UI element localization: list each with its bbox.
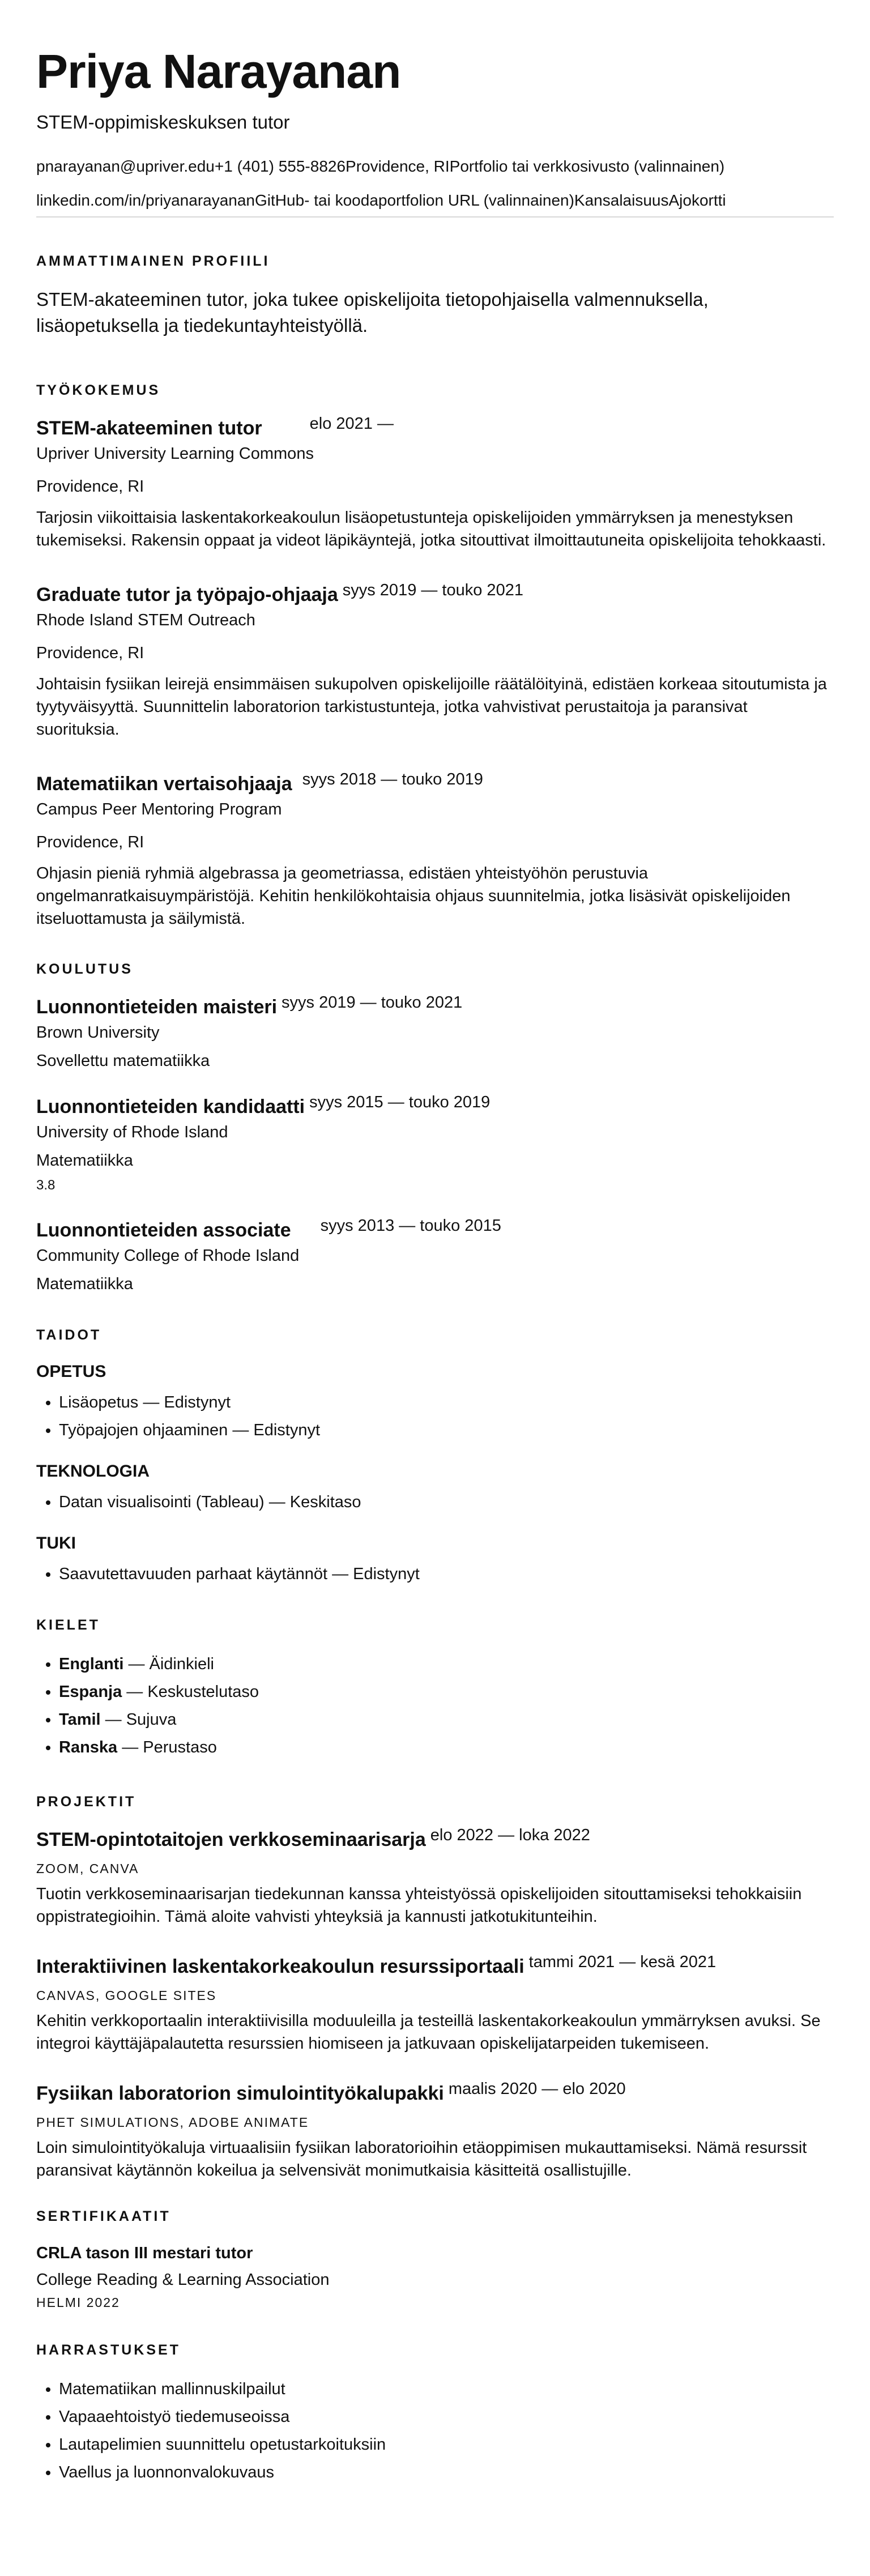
language-item	[59, 1706, 834, 1734]
skill-item: • Lisäopetus — Edistynyt	[59, 1389, 834, 1417]
profile-text: STEM-akateeminen tutor, joka tukee opiskelijoita tietopohjaisella valmennuksella, lisäopetuksella ja tiedekuntayhteistyöllä.	[36, 289, 709, 336]
section-heading: KOULUTUS	[36, 961, 133, 977]
language-name: Tamil	[59, 1711, 101, 1729]
degree-field: Sovellettu matematiikka	[36, 1052, 210, 1070]
job-date: syys 2018 — touko 2019	[302, 770, 483, 788]
degree-gpa: 3.8	[36, 1178, 56, 1193]
language-level: — Äidinkieli	[128, 1655, 214, 1673]
project-description: Loin simulointityökaluja virtuaalisiin fysiikan laboratorioihin etäoppimisen mukauttamiseksi. Nämä resurssit paransivat käytännön kokeilua ja selvensivät monimutkaisia käsitteitä osallistujille.	[36, 2139, 807, 2180]
skills-section	[36, 1327, 834, 1588]
experience-entry	[36, 771, 834, 930]
project-tools: CANVAS, GOOGLE SITES	[36, 1988, 217, 2003]
project-tools: ZOOM, CANVA	[36, 1861, 139, 1876]
project-title: Fysiikan laboratorion simulointityökalupakki	[36, 2083, 444, 2104]
degree-date: syys 2019 — touko 2021	[282, 993, 463, 1012]
section-heading: TYÖKOKEMUS	[36, 382, 161, 398]
skill-category-name: OPETUS	[36, 1362, 106, 1381]
project-entry	[36, 1954, 834, 2055]
skill-category	[36, 1360, 834, 1444]
project-entry	[36, 1827, 834, 1928]
candidate-title: STEM-oppimiskeskuksen tutor	[36, 112, 290, 133]
job-org: Upriver University Learning Commons	[36, 445, 314, 463]
project-description: Kehitin verkkoportaalin interaktiivisilla moduuleilla ja testeillä laskentakorkeakoulun ymmärryksen avuksi. Se integroi käyttäjäpalautetta resurssien hiomiseen ja jatkuvaan opiskelijatarpeiden tukemiseen.	[36, 2012, 821, 2053]
experience-entry	[36, 416, 834, 552]
section-heading: HARRASTUKSET	[36, 2342, 181, 2358]
job-location: Providence, RI	[36, 644, 144, 662]
experience-entry	[36, 582, 834, 741]
experience-section	[36, 382, 834, 930]
job-title: STEM-akateeminen tutor	[36, 417, 262, 439]
project-title: STEM-opintotaitojen verkkoseminaarisarja	[36, 1829, 426, 1850]
school-name: Community College of Rhode Island	[36, 1247, 300, 1265]
language-level: — Keskustelutaso	[126, 1683, 259, 1701]
cert-date: HELMI 2022	[36, 2295, 120, 2310]
candidate-name: Priya Narayanan	[36, 45, 401, 98]
section-heading: AMMATTIMAINEN PROFIILI	[36, 253, 270, 269]
skill-category-name: TUKI	[36, 1534, 76, 1553]
education-entry	[36, 1094, 834, 1195]
cert-title: CRLA tason III mestari tutor	[36, 2244, 253, 2262]
degree-date: syys 2015 — touko 2019	[309, 1093, 491, 1111]
hobby-item: • Lautapelimien suunnittelu opetustarkoituksiin	[59, 2431, 834, 2459]
hobbies-section	[36, 2342, 834, 2487]
job-date: syys 2019 — touko 2021	[342, 581, 523, 599]
project-description: Tuotin verkkoseminaarisarjan tiedekunnan kanssa yhteistyössä opiskelijoiden sitouttamiseksi tehokkaisiin oppistrategioihin. Tämä aloite vahvisti yhteyksiä ja kannusti jatkotukitunteihin.	[36, 1885, 802, 1926]
cert-issuer: College Reading & Learning Association	[36, 2271, 330, 2289]
job-title: Graduate tutor ja työpajo-ohjaaja	[36, 584, 338, 605]
project-title: Interaktiivinen laskentakorkeakoulun resurssiportaali	[36, 1956, 524, 1977]
project-date: elo 2022 — loka 2022	[430, 1826, 590, 1844]
profile-section	[36, 253, 834, 339]
contact-line-1: pnarayanan@upriver.edu+1 (401) 555-8826Providence, RIPortfolio tai verkkosivusto (valinnainen)	[36, 157, 725, 175]
job-description: Ohjasin pieniä ryhmiä algebrassa ja geometriassa, edistäen yhteistyöhön perustuvia ongelmanratkaisuympäristöjä. Kehitin henkilökohtaisia ohjaus suunnitelmia, jotka lisäsivät opiskelijoiden itseluottamusta ja säilymistä.	[36, 864, 791, 928]
education-entry	[36, 1218, 834, 1295]
school-name: University of Rhode Island	[36, 1123, 228, 1141]
degree-field: Matematiikka	[36, 1275, 133, 1293]
skill-item: • Datan visualisointi (Tableau) — Keskitaso	[59, 1489, 834, 1516]
section-heading: SERTIFIKAATIT	[36, 2208, 171, 2224]
job-description: Johtaisin fysiikan leirejä ensimmäisen sukupolven opiskelijoille räätälöityinä, edistäen korkeaa sitoutumista ja tyytyväisyyttä. Suunnittelin laboratorion tarkistustunteja, jotka vahvistivat perustaitoja ja paransivat suorituksia.	[36, 675, 827, 739]
hobby-item: • Matematiikan mallinnuskilpailut	[59, 2375, 834, 2403]
job-date: elo 2021 —	[309, 415, 394, 433]
projects-section	[36, 1793, 834, 2182]
skill-item: • Saavutettavuuden parhaat käytännöt — Edistynyt	[59, 1560, 834, 1588]
skill-item: • Työpajojen ohjaaminen — Edistynyt	[59, 1417, 834, 1444]
language-item	[59, 1650, 834, 1678]
job-title: Matematiikan vertaisohjaaja	[36, 773, 292, 795]
project-tools: PHET SIMULATIONS, ADOBE ANIMATE	[36, 2115, 309, 2130]
degree-field: Matematiikka	[36, 1151, 133, 1170]
language-name: Espanja	[59, 1683, 122, 1701]
degree-title: Luonnontieteiden maisteri	[36, 996, 278, 1018]
education-entry	[36, 995, 834, 1072]
job-org: Rhode Island STEM Outreach	[36, 611, 255, 629]
job-location: Providence, RI	[36, 477, 144, 496]
degree-date: syys 2013 — touko 2015	[320, 1217, 501, 1235]
job-description: Tarjosin viikoittaisia laskentakorkeakoulun lisäopetustunteja opiskelijoiden ymmärryksen ja menestyksen tukemiseksi. Rakensin oppaat ja videot läpikäyntejä, jotka sitouttivat ilmoittautuneita opiskelijoita tehokkaasti.	[36, 509, 826, 549]
certifications-section	[36, 2208, 834, 2311]
language-level: — Perustaso	[122, 1738, 217, 1756]
language-item	[59, 1678, 834, 1706]
language-name: Englanti	[59, 1655, 124, 1673]
section-heading: KIELET	[36, 1617, 100, 1633]
project-date: maalis 2020 — elo 2020	[448, 2080, 626, 2098]
job-org: Campus Peer Mentoring Program	[36, 800, 282, 818]
header-divider	[36, 216, 834, 217]
hobby-item: • Vapaaehtoistyö tiedemuseoissa	[59, 2403, 834, 2431]
job-location: Providence, RI	[36, 833, 144, 851]
education-section	[36, 961, 834, 1295]
degree-title: Luonnontieteiden associate	[36, 1219, 291, 1241]
skill-category	[36, 1532, 834, 1588]
school-name: Brown University	[36, 1023, 160, 1042]
language-level: — Sujuva	[105, 1711, 177, 1729]
language-name: Ranska	[59, 1738, 118, 1756]
hobby-item: • Vaellus ja luonnonvalokuvaus	[59, 2459, 834, 2487]
skill-category	[36, 1460, 834, 1516]
section-heading: PROJEKTIT	[36, 1794, 137, 1810]
project-entry	[36, 2081, 834, 2182]
contact-line-2: linkedin.com/in/priyanarayananGitHub- tai koodaportfolion URL (valinnainen)KansalaisuusAjokortti	[36, 191, 726, 209]
project-date: tammi 2021 — kesä 2021	[528, 1953, 717, 1971]
language-item	[59, 1734, 834, 1762]
section-heading: TAIDOT	[36, 1327, 102, 1343]
skill-category-name: TEKNOLOGIA	[36, 1462, 150, 1481]
degree-title: Luonnontieteiden kandidaatti	[36, 1096, 305, 1118]
languages-section	[36, 1617, 834, 1762]
